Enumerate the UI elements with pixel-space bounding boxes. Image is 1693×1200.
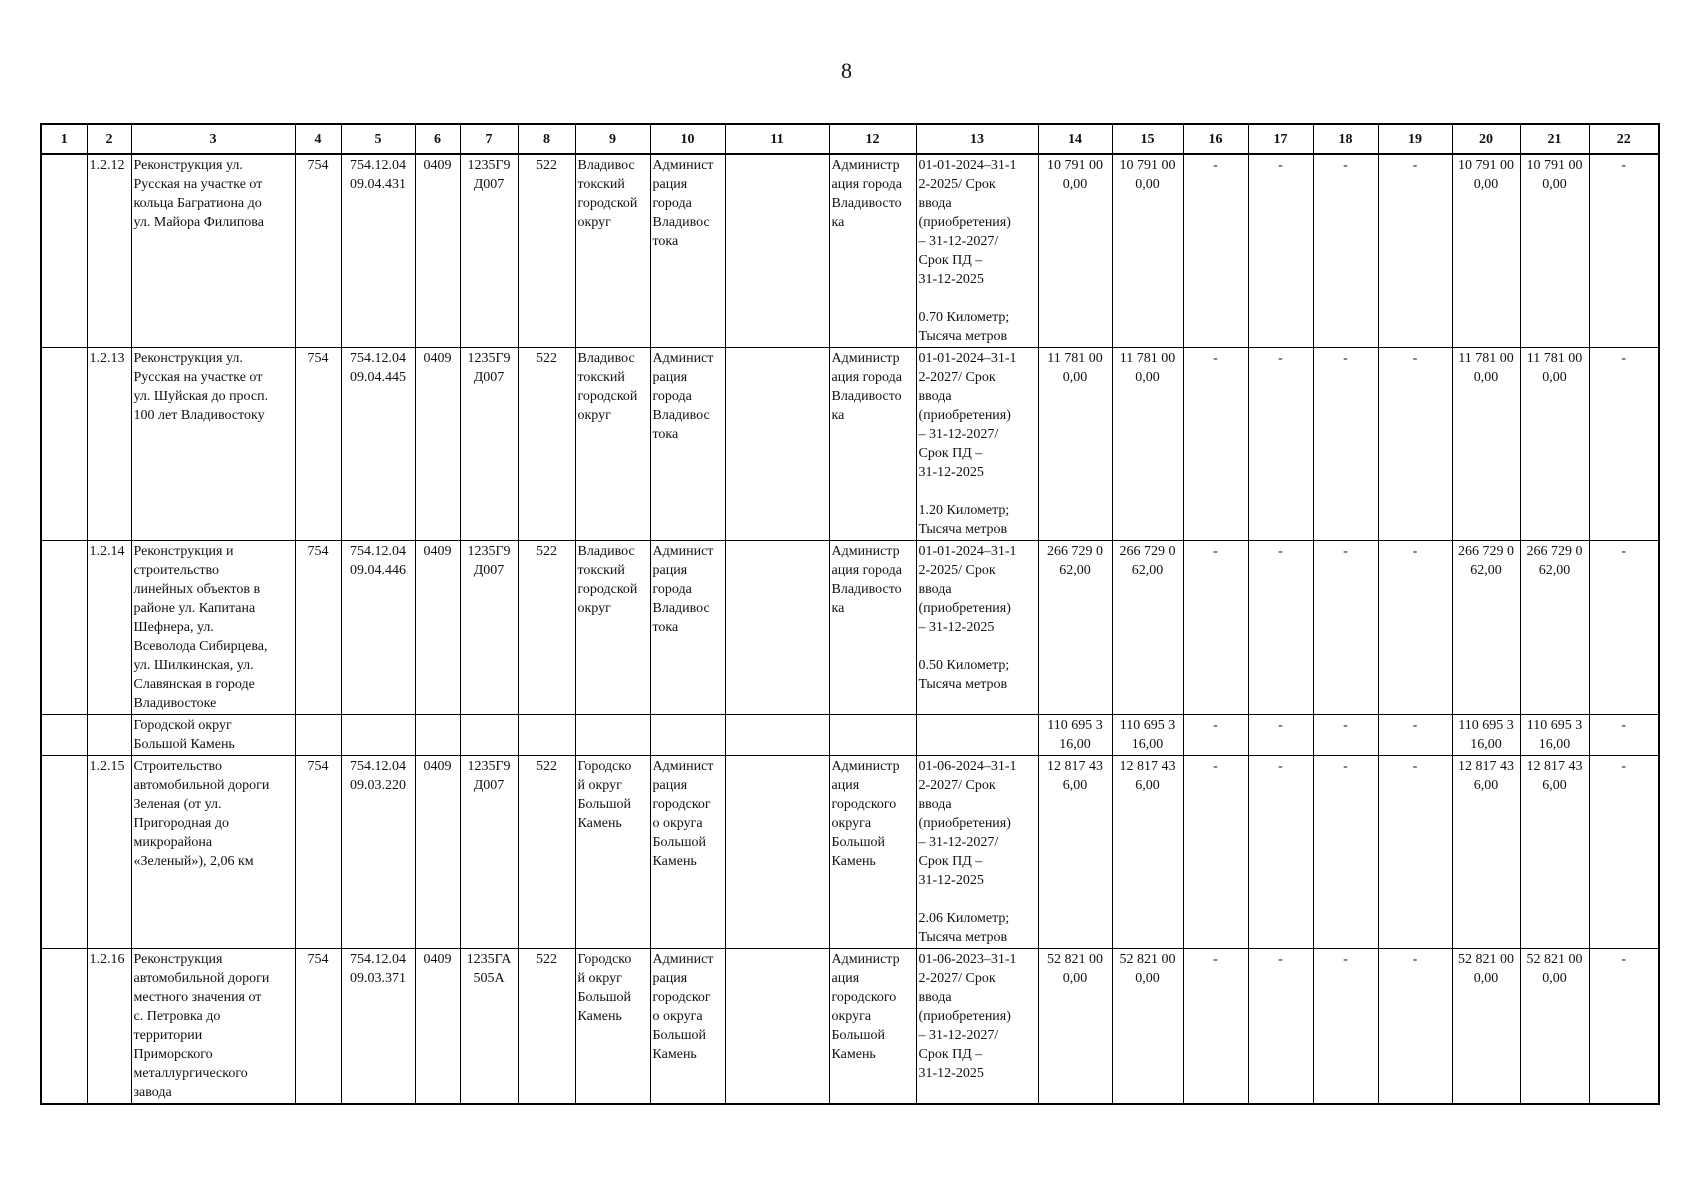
table-cell: 12 817 43 6,00 (1452, 756, 1520, 949)
table-cell: 12 817 43 6,00 (1520, 756, 1589, 949)
table-cell: 522 (518, 756, 575, 949)
table-row (41, 541, 1659, 715)
table-cell: - (1589, 154, 1659, 348)
table-cell (725, 348, 829, 541)
table-cell: 522 (518, 154, 575, 348)
table-cell: 10 791 00 0,00 (1038, 154, 1112, 348)
table-cell (87, 715, 131, 756)
table-cell: 754.12.04 09.04.431 (341, 154, 415, 348)
table-cell: Администр ация городского округа Большой Камень (829, 949, 916, 1105)
table-cell: Админист рация города Владивос тока (650, 541, 725, 715)
table-cell: 01-01-2024–31-1 2-2025/ Срок ввода (приобретения) – 31-12-2027/ Срок ПД – 31-12-2025 0.70 Километр; Тысяча метров (916, 154, 1038, 348)
table-cell: - (1378, 541, 1452, 715)
table-cell: 01-06-2023–31-1 2-2027/ Срок ввода (приобретения) – 31-12-2027/ Срок ПД – 31-12-2025 (916, 949, 1038, 1105)
table-cell (916, 715, 1038, 756)
table-cell: 10 791 00 0,00 (1112, 154, 1183, 348)
table-cell (725, 949, 829, 1105)
table-cell: - (1183, 756, 1248, 949)
table-cell: - (1378, 715, 1452, 756)
table-cell: - (1313, 949, 1378, 1105)
table-cell: 754 (295, 348, 341, 541)
column-header: 4 (295, 124, 341, 154)
table-cell: Реконструкция и строительство линейных объектов в районе ул. Капитана Шефнера, ул. Всеволода Сибирцева, ул. Шилкинская, ул. Славянская в городе Владивостоке (131, 541, 295, 715)
table-cell: 52 821 00 0,00 (1038, 949, 1112, 1105)
table-cell: Администр ация города Владивосто ка (829, 154, 916, 348)
table-cell (41, 756, 87, 949)
table-cell: 01-01-2024–31-1 2-2025/ Срок ввода (приобретения) – 31-12-2025 0.50 Километр; Тысяча метров (916, 541, 1038, 715)
column-header: 6 (415, 124, 460, 154)
table-cell: Админист рация городског о округа Большой Камень (650, 949, 725, 1105)
table-cell: Городско й округ Большой Камень (575, 949, 650, 1105)
table-cell: 266 729 0 62,00 (1452, 541, 1520, 715)
table-cell: 01-06-2024–31-1 2-2027/ Срок ввода (приобретения) – 31-12-2027/ Срок ПД – 31-12-2025 2.06 Километр; Тысяча метров (916, 756, 1038, 949)
table-cell: 0409 (415, 756, 460, 949)
table-cell: - (1183, 348, 1248, 541)
table-cell: 11 781 00 0,00 (1452, 348, 1520, 541)
table-cell: 1235Г9 Д007 (460, 541, 518, 715)
table-cell (725, 715, 829, 756)
table-cell: 0409 (415, 949, 460, 1105)
table-cell: 110 695 3 16,00 (1038, 715, 1112, 756)
table-cell: 266 729 0 62,00 (1112, 541, 1183, 715)
table-cell: - (1589, 348, 1659, 541)
table-cell: - (1183, 154, 1248, 348)
column-header: 21 (1520, 124, 1589, 154)
column-header: 16 (1183, 124, 1248, 154)
table-cell: 11 781 00 0,00 (1112, 348, 1183, 541)
table-cell: - (1183, 949, 1248, 1105)
column-header: 10 (650, 124, 725, 154)
table-cell (518, 715, 575, 756)
table-cell: 1235Г9 Д007 (460, 348, 518, 541)
table-row (41, 348, 1659, 541)
table-cell: 754.12.04 09.04.445 (341, 348, 415, 541)
column-header: 9 (575, 124, 650, 154)
table-cell: - (1313, 154, 1378, 348)
table-cell: Админист рация города Владивос тока (650, 348, 725, 541)
table-cell: 754.12.04 09.03.371 (341, 949, 415, 1105)
table-cell: 11 781 00 0,00 (1520, 348, 1589, 541)
table-cell: - (1589, 949, 1659, 1105)
table-cell: 10 791 00 0,00 (1520, 154, 1589, 348)
column-header: 5 (341, 124, 415, 154)
table-cell: - (1378, 756, 1452, 949)
table-cell: - (1248, 348, 1313, 541)
table-cell (41, 949, 87, 1105)
table-cell: - (1183, 541, 1248, 715)
column-header: 20 (1452, 124, 1520, 154)
column-header: 3 (131, 124, 295, 154)
table-cell: 754.12.04 09.03.220 (341, 756, 415, 949)
table-header-row (41, 124, 1659, 154)
table-cell: - (1248, 715, 1313, 756)
table-cell: 754.12.04 09.04.446 (341, 541, 415, 715)
table-cell: Реконструкция автомобильной дороги местного значения от с. Петровка до территории Приморского металлургического завода (131, 949, 295, 1105)
table-cell: - (1183, 715, 1248, 756)
table-cell: 754 (295, 949, 341, 1105)
table-cell: 522 (518, 949, 575, 1105)
table-cell: - (1248, 154, 1313, 348)
table-cell: 1.2.13 (87, 348, 131, 541)
data-table (40, 123, 1660, 1105)
table-cell: 10 791 00 0,00 (1452, 154, 1520, 348)
column-header: 19 (1378, 124, 1452, 154)
table-cell: 1.2.16 (87, 949, 131, 1105)
table-cell: Администр ация города Владивосто ка (829, 541, 916, 715)
table-cell: Администр ация городского округа Большой Камень (829, 756, 916, 949)
table-cell: 110 695 3 16,00 (1452, 715, 1520, 756)
table-cell: 522 (518, 541, 575, 715)
column-header: 11 (725, 124, 829, 154)
table-cell: - (1248, 949, 1313, 1105)
table-cell: - (1589, 715, 1659, 756)
table-cell: 0409 (415, 348, 460, 541)
table-cell: 1.2.14 (87, 541, 131, 715)
table-row (41, 756, 1659, 949)
column-header: 8 (518, 124, 575, 154)
table-cell: 1235Г9 Д007 (460, 756, 518, 949)
table-cell (341, 715, 415, 756)
table-row (41, 949, 1659, 1105)
table-cell: 11 781 00 0,00 (1038, 348, 1112, 541)
column-header: 13 (916, 124, 1038, 154)
table-cell (41, 541, 87, 715)
table-cell (41, 715, 87, 756)
page-number: 8 (841, 58, 852, 83)
table-cell: Городской округ Большой Камень (131, 715, 295, 756)
table-cell: Реконструкция ул. Русская на участке от ул. Шуйская до просп. 100 лет Владивостоку (131, 348, 295, 541)
table-cell: 0409 (415, 541, 460, 715)
table-cell: 01-01-2024–31-1 2-2027/ Срок ввода (приобретения) – 31-12-2027/ Срок ПД – 31-12-2025 1.20 Километр; Тысяча метров (916, 348, 1038, 541)
table-cell: - (1378, 348, 1452, 541)
table-cell (829, 715, 916, 756)
column-header: 14 (1038, 124, 1112, 154)
column-header: 2 (87, 124, 131, 154)
table-cell: 266 729 0 62,00 (1038, 541, 1112, 715)
table-cell: - (1313, 541, 1378, 715)
table-cell: Владивос токский городской округ (575, 154, 650, 348)
table-cell: - (1589, 541, 1659, 715)
table-cell: 52 821 00 0,00 (1520, 949, 1589, 1105)
table-cell: 266 729 0 62,00 (1520, 541, 1589, 715)
table-cell: 1.2.12 (87, 154, 131, 348)
table-row (41, 154, 1659, 348)
column-header: 15 (1112, 124, 1183, 154)
table-cell (725, 756, 829, 949)
table-cell: Строительство автомобильной дороги Зеленая (от ул. Пригородная до микрорайона «Зеленый»), 2,06 км (131, 756, 295, 949)
table-cell: 1235ГА 505А (460, 949, 518, 1105)
table-cell: - (1313, 715, 1378, 756)
table-cell: 12 817 43 6,00 (1112, 756, 1183, 949)
table-cell: 110 695 3 16,00 (1112, 715, 1183, 756)
table-cell (575, 715, 650, 756)
table-cell: - (1313, 348, 1378, 541)
table-cell: - (1248, 541, 1313, 715)
table-cell (295, 715, 341, 756)
table-cell: 754 (295, 541, 341, 715)
table-cell: Админист рация города Владивос тока (650, 154, 725, 348)
column-header: 18 (1313, 124, 1378, 154)
table-cell: 52 821 00 0,00 (1452, 949, 1520, 1105)
table-cell: 754 (295, 756, 341, 949)
table-cell: - (1248, 756, 1313, 949)
table-cell (41, 348, 87, 541)
table-cell: Владивос токский городской округ (575, 348, 650, 541)
table-cell: 110 695 3 16,00 (1520, 715, 1589, 756)
column-header: 22 (1589, 124, 1659, 154)
table-cell (41, 154, 87, 348)
table-cell: 1235Г9 Д007 (460, 154, 518, 348)
table-cell (460, 715, 518, 756)
table-cell (725, 541, 829, 715)
table-row (41, 715, 1659, 756)
table-cell: - (1313, 756, 1378, 949)
table-cell: 0409 (415, 154, 460, 348)
column-header: 1 (41, 124, 87, 154)
table-cell: 52 821 00 0,00 (1112, 949, 1183, 1105)
column-header: 17 (1248, 124, 1313, 154)
table-cell: - (1378, 949, 1452, 1105)
column-header: 12 (829, 124, 916, 154)
table-cell: 1.2.15 (87, 756, 131, 949)
table-cell: 754 (295, 154, 341, 348)
table-cell (650, 715, 725, 756)
table-cell: Администр ация города Владивосто ка (829, 348, 916, 541)
table-cell (725, 154, 829, 348)
table-cell (415, 715, 460, 756)
table-cell: 522 (518, 348, 575, 541)
table-cell: Админист рация городског о округа Большой Камень (650, 756, 725, 949)
table-cell: Владивос токский городской округ (575, 541, 650, 715)
table-cell: Городско й округ Большой Камень (575, 756, 650, 949)
table-cell: Реконструкция ул. Русская на участке от кольца Багратиона до ул. Майора Филипова (131, 154, 295, 348)
table-cell: 12 817 43 6,00 (1038, 756, 1112, 949)
table-cell: - (1378, 154, 1452, 348)
column-header: 7 (460, 124, 518, 154)
table-cell: - (1589, 756, 1659, 949)
